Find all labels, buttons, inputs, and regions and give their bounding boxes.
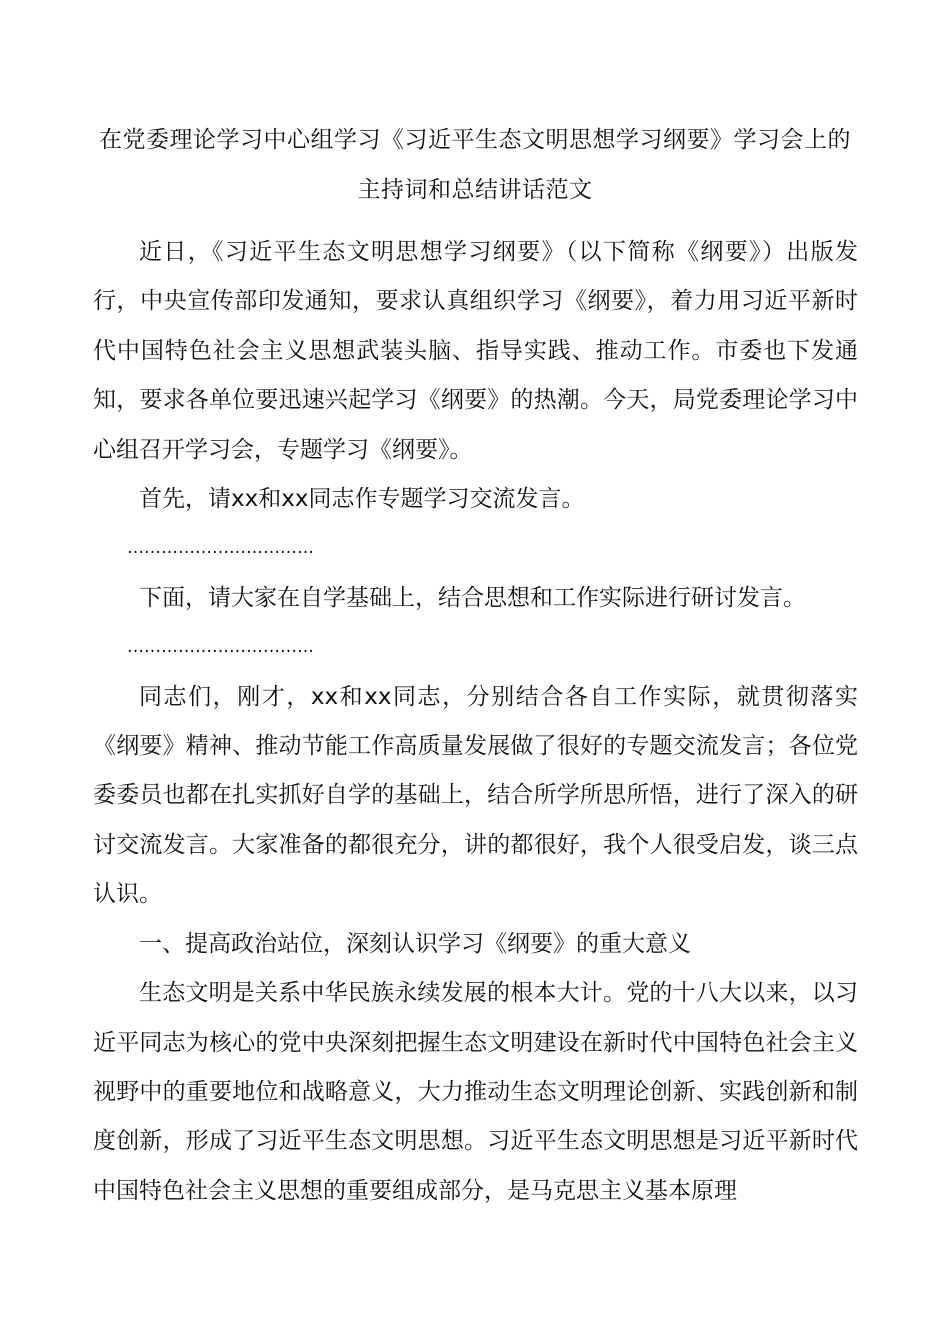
paragraph-summary: 同志们，刚才，xx和xx同志，分别结合各自工作实际，就贯彻落实《纲要》精神、推动节能工作高质量发展做了很好的专题交流发言；各位党委委员也都在扎实抓好自学的基础上，结合所学所思所悟，进行了深入的研讨交流发言。大家准备的都很充分，讲的都很好，我个人很受启发，谈三点认识。 xyxy=(93,683,858,908)
paragraph-first-speakers: 首先，请xx和xx同志作专题学习交流发言。 xyxy=(139,486,585,513)
document-title-line-2: 主持词和总结讲话范文 xyxy=(357,177,593,203)
document-body xyxy=(93,228,858,1216)
paragraph-ellipsis: …………………………… xyxy=(127,538,314,559)
paragraph-intro: 近日，《习近平生态文明思想学习纲要》（以下简称《纲要》）出版发行，中央宣传部印发通知，要求认真组织学习《纲要》，着力用习近平新时代中国特色社会主义思想武装头脑、指导实践、推动工作。市委也下发通知，要求各单位要迅速兴起学习《纲要》的热潮。今天，局党委理论学习中心组召开学习会，专题学习《纲要》。 xyxy=(93,239,858,463)
document-title-line-1: 在党委理论学习中心组学习《习近平生态文明思想学习纲要》学习会上的 xyxy=(99,127,851,153)
paragraph-section-1: 生态文明是关系中华民族永续发展的根本大计。党的十八大以来，以习近平同志为核心的党中央深刻把握生态文明建设在新时代中国特色社会主义视野中的重要地位和战略意义，大力推动生态文明理论创新、实践创新和制度创新，形成了习近平生态文明思想。习近平生态文明思想是习近平新时代中国特色社会主义思想的重要组成部分，是马克思主义基本原理 xyxy=(93,980,858,1204)
paragraph-ellipsis: …………………………… xyxy=(127,637,314,658)
section-heading-1: 一、提高政治站位，深刻认识学习《纲要》的重大意义 xyxy=(139,930,691,957)
paragraph-discussion: 下面，请大家在自学基础上，结合思想和工作实际进行研讨发言。 xyxy=(139,584,806,611)
